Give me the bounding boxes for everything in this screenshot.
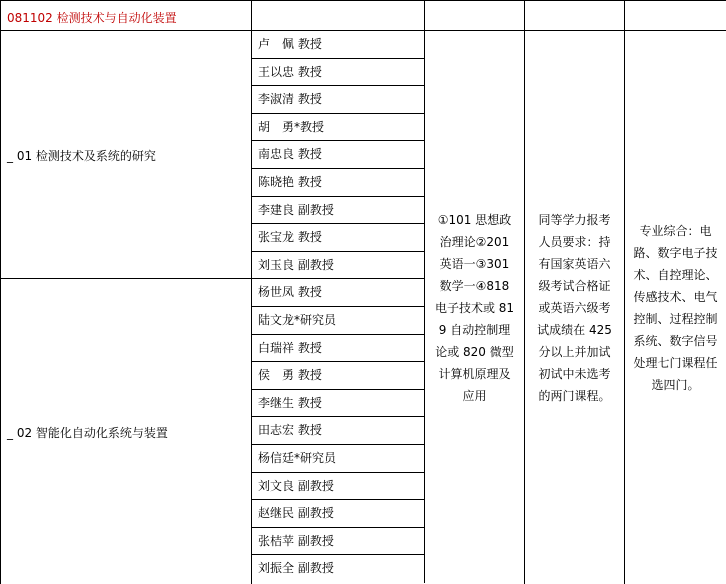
supervisor-row: 田志宏 教授 [252, 417, 425, 445]
direction-cell-01 [0, 31, 252, 279]
supervisor-row: 李继生 教授 [252, 390, 425, 418]
equivalent-requirement-cell [525, 31, 625, 584]
direction-cell-02 [0, 279, 252, 584]
supervisor-row: 卢 佩 教授 [252, 31, 425, 59]
supervisor-row: 胡 勇*教授 [252, 114, 425, 142]
supervisor-row: 陈晓艳 教授 [252, 169, 425, 197]
supervisor-row: 杨世凤 教授 [252, 279, 425, 307]
supervisor-row: 李建良 副教授 [252, 197, 425, 225]
major-title: 081102 检测技术与自动化装置 [0, 0, 252, 31]
direction-label: _ 01 检测技术及系统的研究 [7, 149, 156, 163]
supervisor-row: 李淑清 教授 [252, 86, 425, 114]
direction-label: _ 02 智能化自动化系统与装置 [7, 426, 168, 440]
equivalent-requirement-text: 同等学力报考人员要求：持有国家英语六级考试合格证或英语六级考试成绩在 425 分以上并加试初试中未选考的两门课程。 [537, 212, 612, 403]
supervisor-row: 赵继民 副教授 [252, 500, 425, 528]
supervisor-row: 陆文龙*研究员 [252, 307, 425, 335]
supervisor-row: 王以忠 教授 [252, 59, 425, 87]
additional-exam-cell [625, 31, 726, 584]
supervisor-row: 侯 勇 教授 [252, 362, 425, 390]
exam-subjects-cell [425, 31, 525, 584]
supervisor-row: 南忠良 教授 [252, 141, 425, 169]
header-cell-exam [425, 0, 525, 31]
header-cell-supervisor [252, 0, 425, 31]
header-cell-additional [625, 0, 726, 31]
supervisor-row: 刘文良 副教授 [252, 473, 425, 501]
header-cell-requirement [525, 0, 625, 31]
exam-subjects-text: ①101 思想政治理论②201 英语一③301 数学一④818 电子技术或 819 自动控制理论或 820 微型计算机原理及应用 [434, 212, 515, 403]
supervisor-row: 刘振全 副教授 [252, 555, 425, 583]
supervisor-row: 白瑞祥 教授 [252, 335, 425, 363]
supervisor-row: 张宝龙 教授 [252, 224, 425, 252]
supervisor-row: 刘玉良 副教授 [252, 252, 425, 280]
supervisor-row: 杨信廷*研究员 [252, 445, 425, 473]
supervisor-row: 张桔苹 副教授 [252, 528, 425, 556]
additional-exam-text: 专业综合：电路、数字电子技术、自控理论、传感技术、电气控制、过程控制系统、数字信号处理七门课程任选四门。 [633, 223, 718, 392]
